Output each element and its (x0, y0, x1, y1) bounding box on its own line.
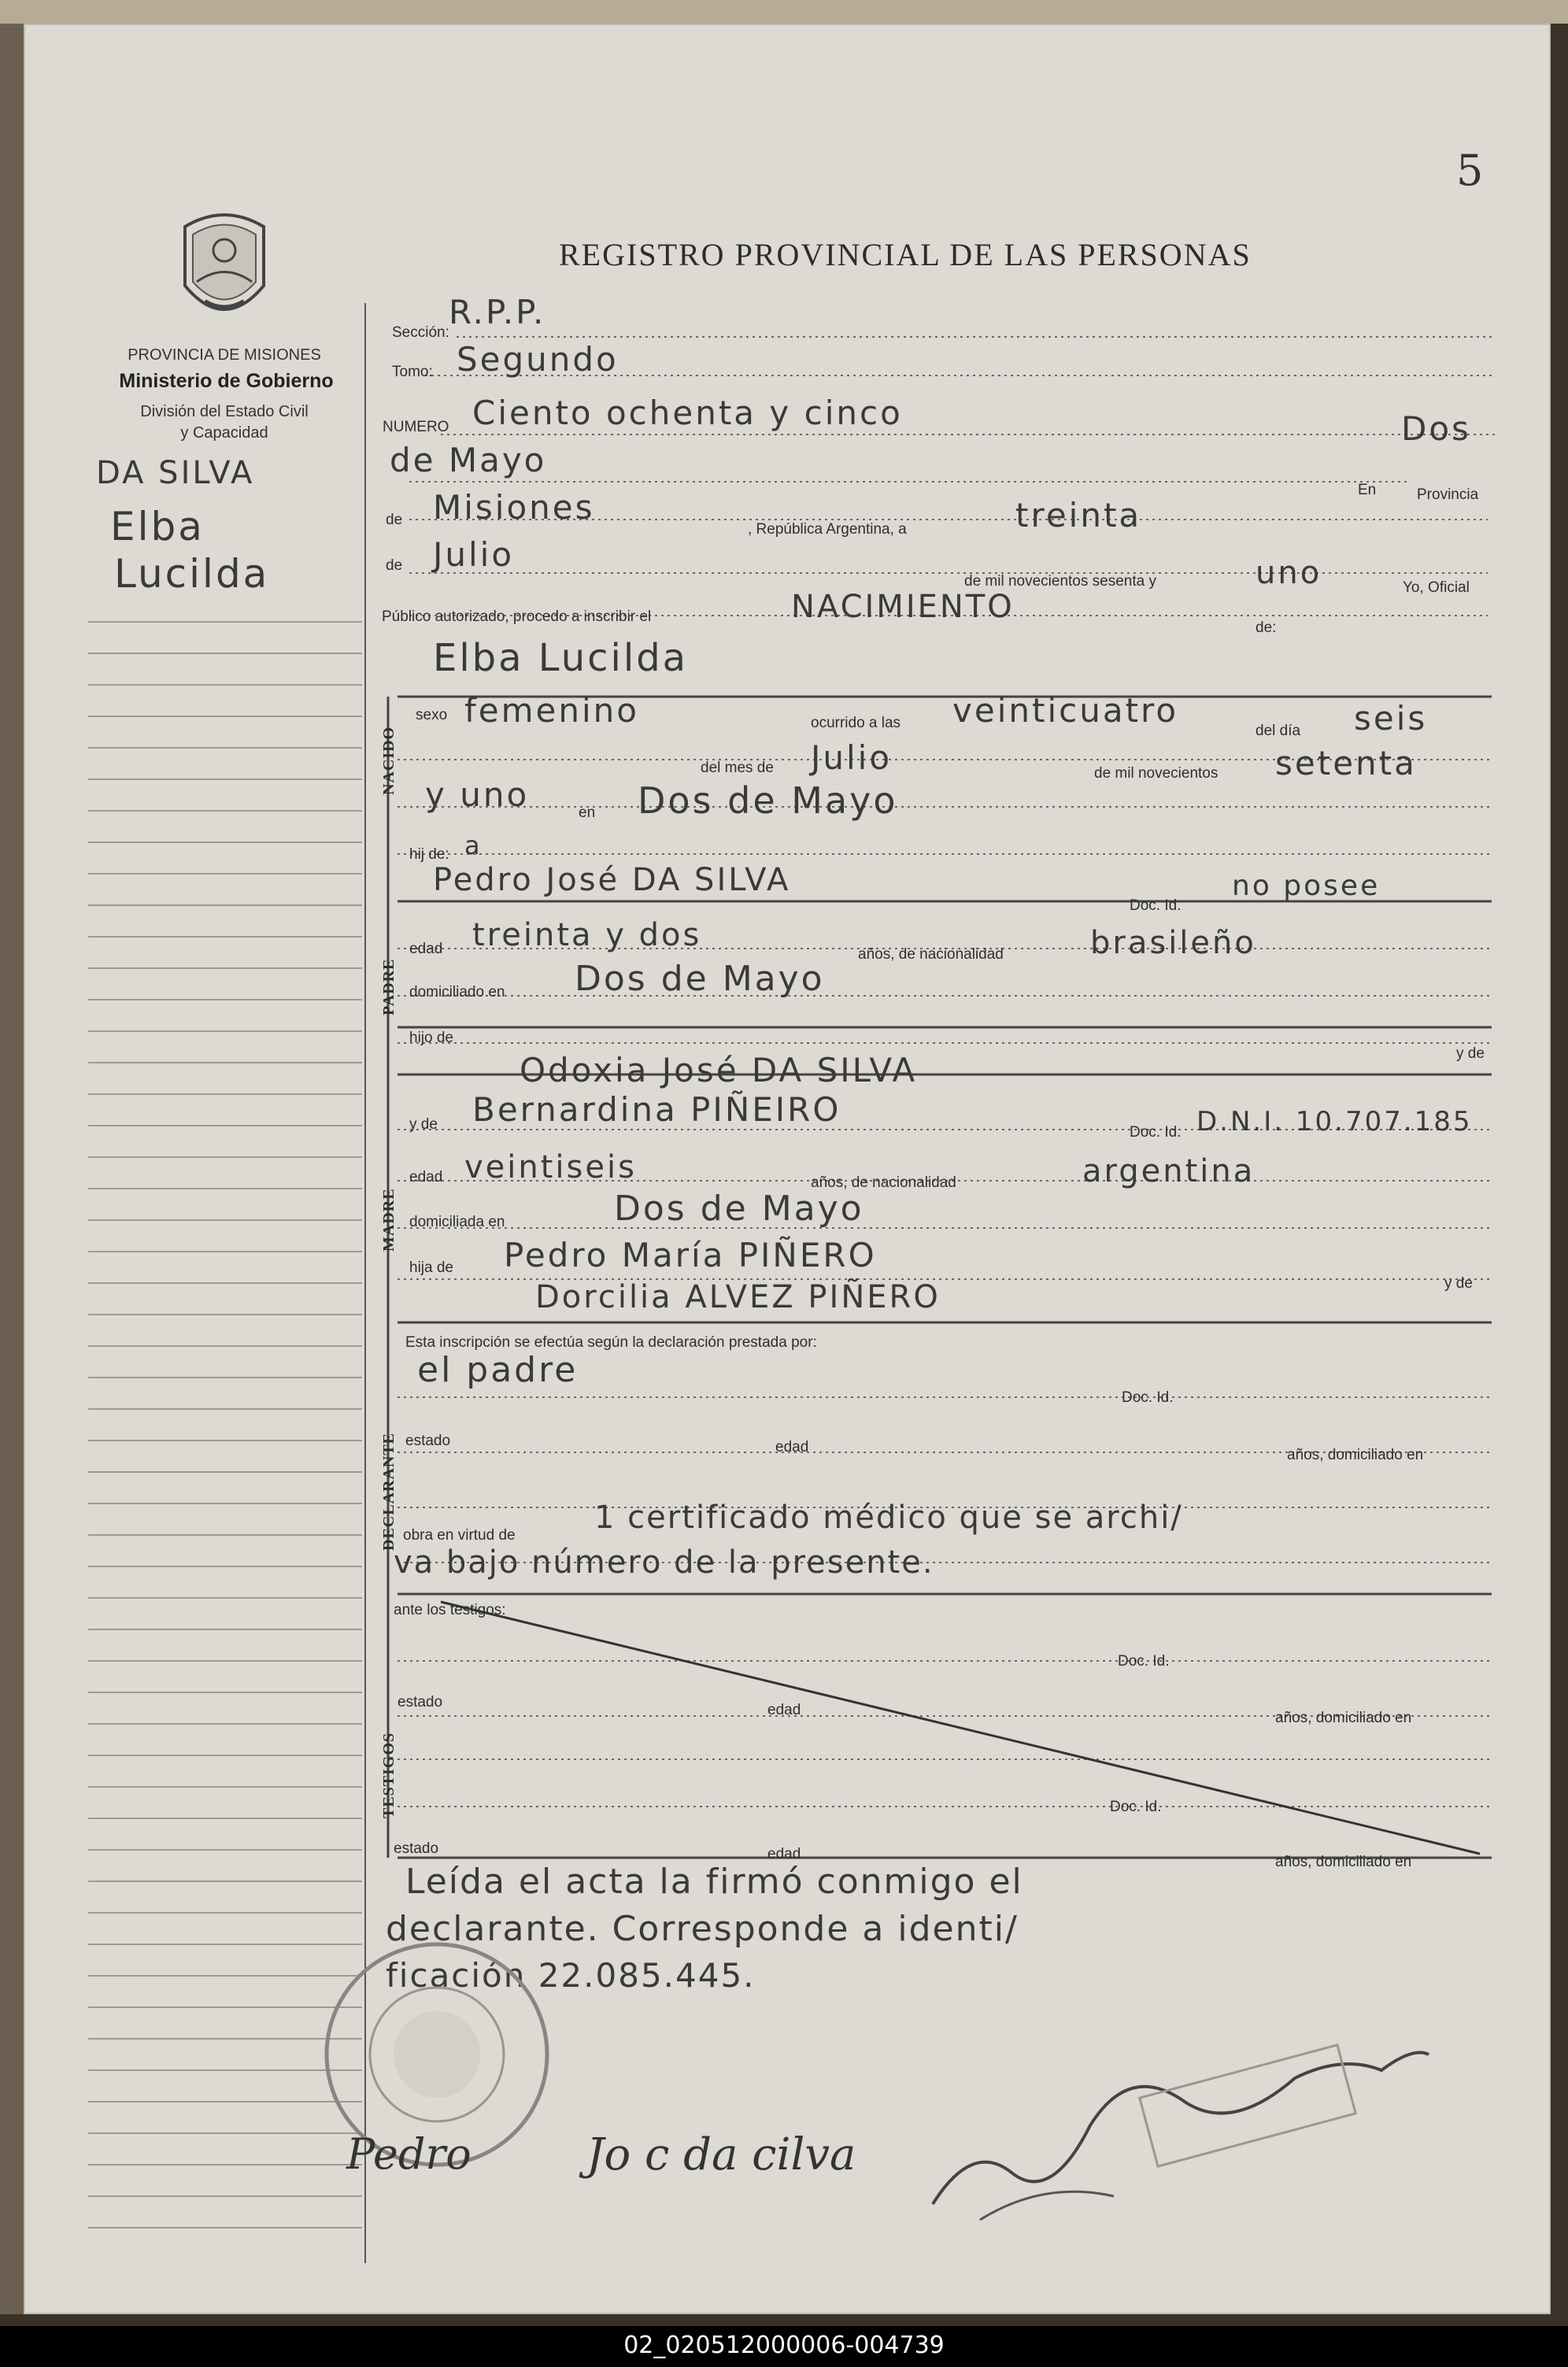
label-anos-dom-t2: años, domiciliado en (1275, 1854, 1412, 1870)
entry-tomo: Segundo (457, 340, 619, 379)
section-declarante: DECLARANTE (380, 1432, 398, 1551)
entry-sexo: femenino (464, 691, 639, 730)
entry-treinta: treinta (1015, 496, 1142, 534)
label-de-1: de (386, 512, 403, 528)
entry-abuelo-pat: Odoxia José DA SILVA (520, 1051, 918, 1089)
label-obra: obra en virtud de (403, 1527, 516, 1544)
entry-declarante: el padre (417, 1350, 579, 1390)
label-de-2: de (386, 557, 403, 574)
label-en-lower: en (579, 804, 596, 821)
label-doc-id-padre: Doc. Id. (1130, 897, 1182, 914)
label-hijo-de: hijo de (409, 1030, 453, 1046)
entry-mes: Julio (811, 738, 893, 777)
entry-hij-a: a (464, 830, 483, 860)
label-hij-de: hij de: (409, 846, 449, 863)
label-y-de-2: y de (409, 1116, 438, 1133)
label-de-colon: de: (1256, 619, 1277, 636)
entry-seccion: R.P.P. (449, 293, 546, 331)
entry-nacimiento: NACIMIENTO (791, 589, 1015, 625)
label-ante: ante los testigos: (394, 1602, 506, 1618)
entry-obra-2: va bajo número de la presente. (394, 1544, 934, 1581)
label-estado-t1: estado (398, 1694, 443, 1711)
entry-madre: Bernardina PIÑEIRO (472, 1090, 841, 1129)
entry-de-mayo: de Mayo (390, 441, 547, 479)
signature-da-silva: Jo c da cilva (586, 2129, 856, 2180)
entry-padre: Pedro José DA SILVA (433, 862, 791, 898)
label-sexo: sexo (416, 707, 448, 723)
section-madre: MADRE (380, 1188, 398, 1252)
label-ocurrido: ocurrido a las (811, 715, 901, 731)
page-number: 5 (1456, 146, 1484, 195)
label-edad-decl: edad (775, 1439, 809, 1455)
label-doc-id-decl: Doc. Id. (1122, 1389, 1174, 1406)
entry-madre-doc: D.N.I. 10.707.185 (1196, 1106, 1473, 1137)
label-esta-insc: Esta inscripción se efectúa según la declaración prestada por: (405, 1334, 817, 1351)
entry-madre-nac: argentina (1082, 1153, 1256, 1189)
label-numero: NUMERO (383, 419, 449, 435)
signature-pedro: Pedro (346, 2129, 472, 2179)
entry-dia: seis (1354, 699, 1428, 738)
entry-padre-nac: brasileño (1090, 925, 1256, 961)
label-del-mes: del mes de (701, 760, 774, 776)
entry-anio-2: y uno (425, 775, 530, 814)
entry-uno: uno (1256, 555, 1322, 591)
entry-lugar: Dos de Mayo (638, 779, 898, 822)
entry-abuela-mat: Dorcilia ALVEZ PIÑERO (535, 1279, 941, 1315)
label-publico: Público autorizado, procedo a inscribir el (382, 608, 652, 625)
label-domiciliada: domiciliada en (409, 1214, 505, 1230)
label-del-dia: del día (1256, 723, 1301, 739)
label-provincia: Provincia (1417, 486, 1479, 503)
label-doc-id-t1: Doc. Id. (1118, 1653, 1170, 1670)
label-y-de-3: y de (1444, 1275, 1473, 1292)
label-en: En (1358, 482, 1377, 498)
label-anos-nac-padre: años, de nacionalidad (858, 946, 1004, 963)
entry-madre-edad: veintiseis (464, 1149, 637, 1185)
entry-nombre: Elba Lucilda (433, 636, 689, 680)
margin-given-1: Elba (110, 504, 205, 549)
entry-padre-dom: Dos de Mayo (575, 959, 825, 999)
entry-nota-3: ficación 22.085.445. (386, 1956, 756, 1995)
entry-julio: Julio (433, 535, 515, 574)
label-republica: , República Argentina, a (748, 521, 907, 538)
label-anos-dom-t1: años, domiciliado en (1275, 1710, 1412, 1726)
entry-obra-1: 1 certificado médico que se archi/ (594, 1500, 1183, 1536)
entry-anio-1: setenta (1275, 744, 1417, 782)
image-id-footer: 02_020512000006-004739 (623, 2332, 945, 2359)
label-tomo: Tomo: (392, 364, 433, 380)
label-edad-t2: edad (767, 1846, 801, 1862)
label-doc-id-t2: Doc. Id. (1110, 1799, 1162, 1815)
label-anos-nac-madre: años, de nacionalidad (811, 1174, 956, 1191)
section-padre: PADRE (380, 958, 398, 1015)
entry-hora: veinticuatro (952, 691, 1179, 730)
official-signature (925, 1999, 1476, 2236)
ministry-label: Ministerio de Gobierno (119, 370, 334, 392)
entry-abuelo-mat: Pedro María PIÑERO (504, 1236, 877, 1274)
division-label: División del Estado Civil y Capacidad (140, 403, 309, 442)
label-domiciliado: domiciliado en (409, 984, 505, 1000)
entry-nota-2: declarante. Corresponde a identi/ (386, 1909, 1019, 1949)
page-title: REGISTRO PROVINCIAL DE LAS PERSONAS (559, 237, 1252, 272)
margin-surname: DA SILVA (96, 455, 255, 491)
entry-numero: Ciento ochenta y cinco (472, 394, 903, 432)
label-doc-id-madre: Doc. Id. (1130, 1124, 1182, 1141)
label-de-mil: de mil novecientos sesenta y (964, 573, 1156, 590)
label-edad-t1: edad (767, 1702, 801, 1718)
label-de-mil-nov: de mil novecientos (1094, 765, 1219, 782)
label-seccion: Sección: (392, 324, 449, 341)
entry-misiones: Misiones (433, 488, 595, 527)
label-estado-t2: estado (394, 1840, 439, 1857)
label-hija-de: hija de (409, 1259, 453, 1276)
label-anos-dom-decl: años, domiciliado en (1287, 1447, 1424, 1463)
margin-given-2: Lucilda (114, 551, 270, 597)
section-testigos: TESTIGOS (380, 1732, 398, 1818)
label-y-de-1: y de (1456, 1045, 1485, 1062)
entry-en-dos: Dos (1401, 409, 1471, 448)
label-edad-padre: edad (409, 941, 443, 957)
section-nacido: NACIDO (380, 726, 398, 795)
label-estado-decl: estado (405, 1433, 451, 1449)
entry-padre-doc: no posee (1232, 870, 1381, 902)
entry-nota-1: Leída el acta la firmó conmigo el (405, 1862, 1023, 1902)
label-yo-oficial: Yo, Oficial (1403, 579, 1470, 596)
entry-padre-edad: treinta y dos (472, 917, 702, 953)
label-edad-madre: edad (409, 1169, 443, 1185)
entry-madre-dom: Dos de Mayo (614, 1189, 864, 1229)
province-label: PROVINCIA DE MISIONES (128, 346, 321, 364)
